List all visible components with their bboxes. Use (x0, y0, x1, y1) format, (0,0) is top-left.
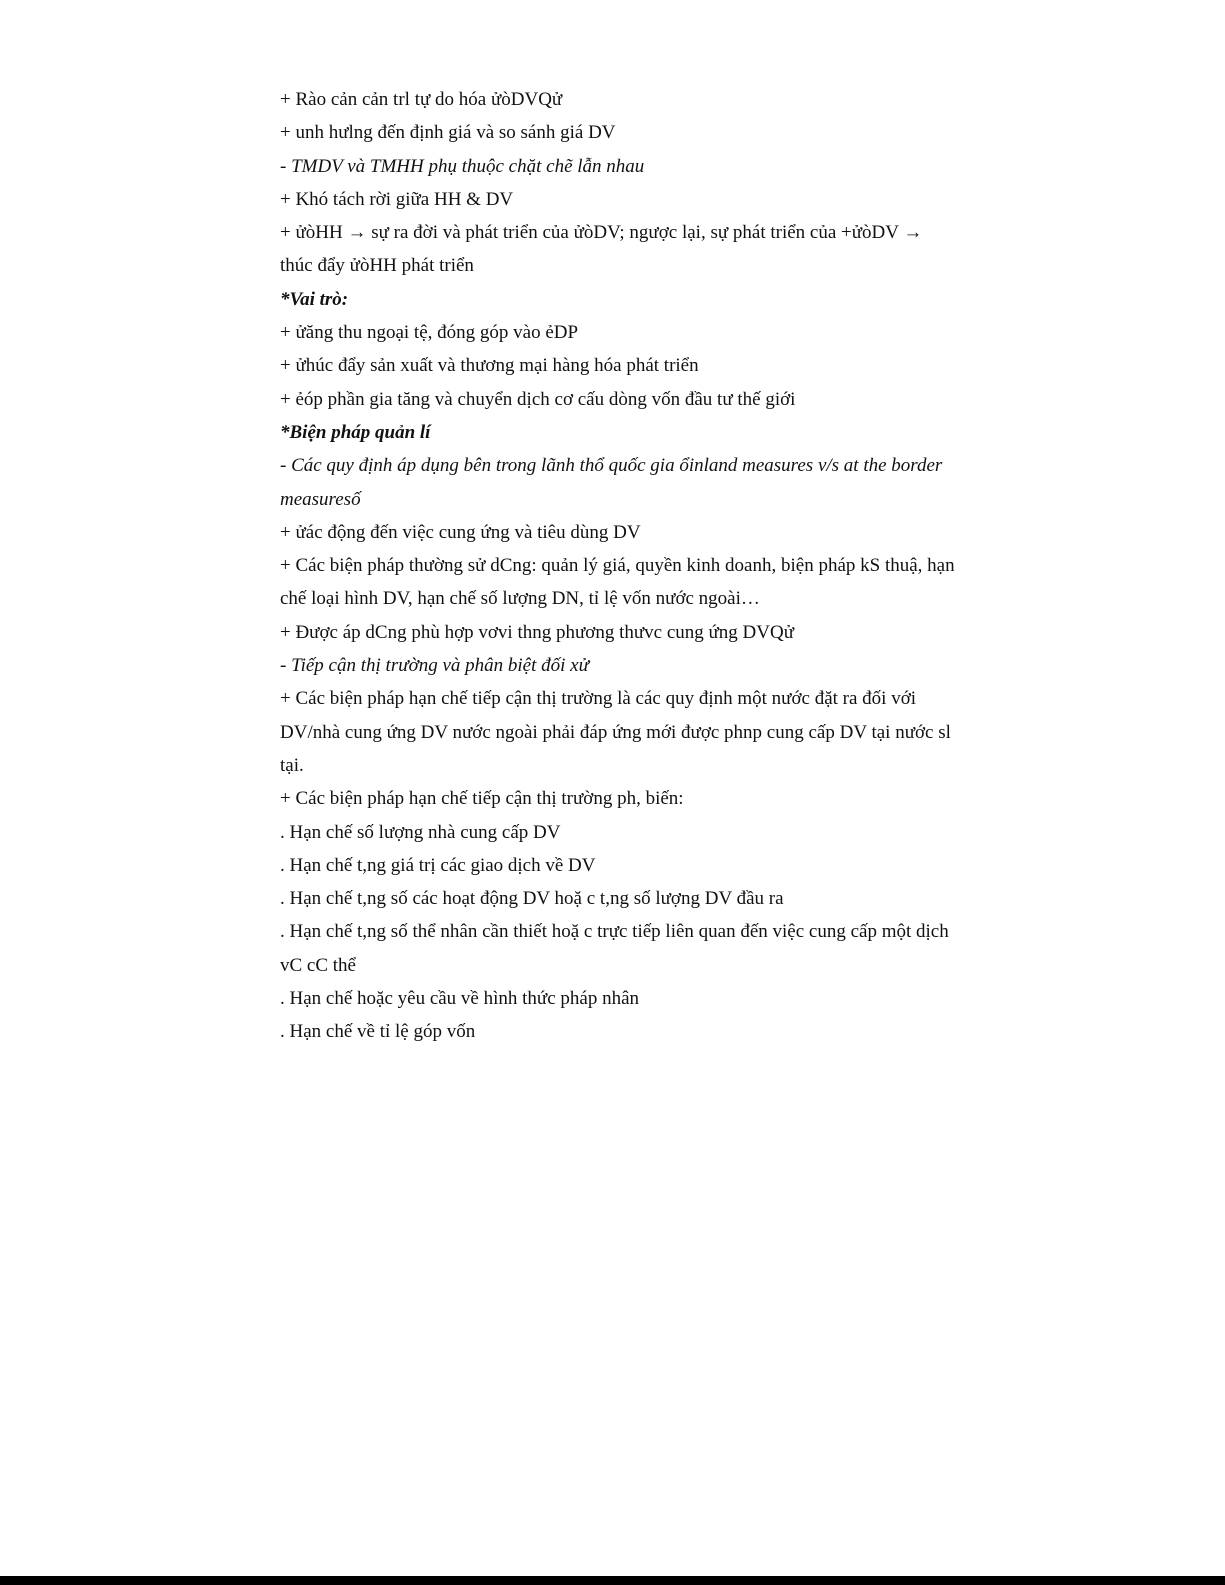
section-heading-bien-phap: *Biện pháp quản lí (280, 421, 431, 443)
text-line: + Các biện pháp thường sử dCng: quản lý giá, quyền kinh doanh, biện pháp kS thuậ, hạn (280, 555, 955, 577)
text-line: + ửòHH → sự ra đời và phát triển của ửòDV; ngược lại, sự phát triển của +ửòDV → (280, 222, 923, 244)
text-line: + Các biện pháp hạn chế tiếp cận thị trường là các quy định một nước đặt ra đối với (280, 688, 917, 710)
text-line: tại. (280, 754, 304, 776)
text-line: + ửăng thu ngoại tệ, đóng góp vào ẻDP (280, 322, 579, 344)
list-item: . Hạn chế số lượng nhà cung cấp DV (280, 821, 561, 843)
section-subheading: - Các quy định áp dụng bên trong lãnh thổ quốc gia ổinland measures v/s at the border (280, 455, 943, 477)
list-item: vC cC thể (280, 954, 356, 976)
list-item: . Hạn chế t,ng số các hoạt động DV hoặ c t,ng số lượng DV đầu ra (280, 888, 784, 910)
list-item: . Hạn chế t,ng giá trị các giao dịch về DV (280, 854, 596, 876)
list-item: . Hạn chế hoặc yêu cầu về hình thức pháp nhân (280, 988, 640, 1010)
text-line: + Khó tách rời giữa HH & DV (280, 188, 514, 210)
text-line: + Các biện pháp hạn chế tiếp cận thị trường ph, biến: (280, 788, 684, 810)
text-line: + ửác động đến việc cung ứng và tiêu dùng DV (280, 521, 641, 543)
text-line: thúc đẩy ửòHH phát triển (280, 255, 474, 277)
text-line: + ửhúc đẩy sản xuất và thương mại hàng hóa phát triển (280, 355, 699, 377)
text-line: chế loại hình DV, hạn chế số lượng DN, tỉ lệ vốn nước ngoài… (280, 588, 760, 610)
text-line: + ẻóp phần gia tăng và chuyển dịch cơ cấu dòng vốn đầu tư thế giới (280, 388, 796, 410)
list-item: . Hạn chế về tỉ lệ góp vốn (280, 1021, 476, 1043)
text-line: + Rào cản cản trl tự do hóa ửòDVQử (280, 89, 563, 110)
section-heading-vai-tro: *Vai trò: (280, 288, 349, 310)
text-line: + Được áp dCng phù hợp vơvi thng phương thưvc cung ứng DVQử (280, 621, 795, 643)
section-subheading: measuresố (280, 488, 361, 510)
section-subheading: - Tiếp cận thị trường và phân biệt đối xử (280, 655, 589, 677)
text-line: DV/nhà cung ứng DV nước ngoài phải đáp ứng mới được phnp cung cấp DV tại nước sl (280, 721, 951, 743)
text-line: + unh hưlng đến định giá và so sánh giá DV (280, 122, 616, 144)
list-item: . Hạn chế t,ng số thể nhân cần thiết hoặ c trực tiếp liên quan đến việc cung cấp một dịch (280, 921, 949, 943)
section-subheading: - TMDV và TMHH phụ thuộc chặt chẽ lẫn nhau (280, 155, 645, 177)
document-body (280, 83, 980, 1049)
page-bottom-border (0, 1576, 1225, 1585)
